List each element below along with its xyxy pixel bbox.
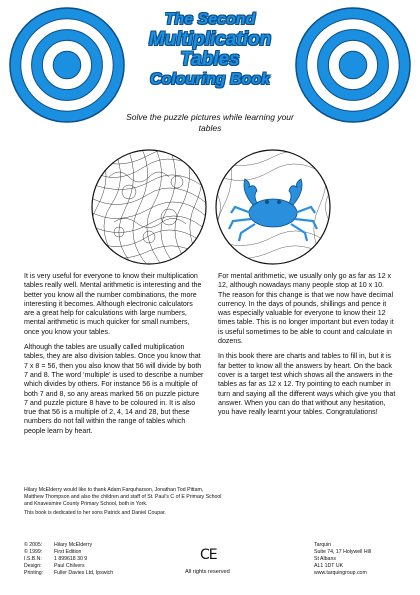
title-line-2: Multiplication <box>148 29 272 50</box>
title-line-3: Tables <box>180 49 240 70</box>
paragraph: For mental arithmetic, we usually only go as far as 12 x 12, although nowadays many people stop at 10 x 10. The reason for this change is that we now have decimal currency. In the days of pounds, shillings and pence it was especially valuable for everyone to know their 12 times table. This is no longer important but even today it is useful sometimes to be able to count and calculate in dozens. <box>218 272 394 346</box>
title-line-1: The Second <box>164 11 256 28</box>
ce-mark-icon: CE <box>200 547 217 563</box>
rights-notice: All rights reserved <box>185 569 230 575</box>
puzzle-picture-uncoloured <box>89 147 209 267</box>
publisher-address <box>314 542 414 577</box>
credit-row: Printing: Fuller Davies Ltd, Ipswich <box>24 570 114 576</box>
paragraph: It is very useful for everyone to know their multiplication tables really well. Mental arithmetic is interesting and the better you know all the number combinations, the more interesting it becomes. Although electronic calculators are a great help for calculations with large numbers, mental arithmetic is much quicker for small numbers, once you know your tables. <box>24 272 202 336</box>
title-line-4: Colouring Book <box>150 71 270 88</box>
credit-row: © 1999: First Edition <box>24 549 82 555</box>
book-title <box>120 10 300 90</box>
credit-row: Design: Paul Chilvers <box>24 563 85 569</box>
acknowledgements <box>24 487 224 520</box>
subtitle: Solve the puzzle pictures while learning your tables <box>126 112 294 133</box>
paragraph: Although the tables are usually called multiplication tables, they are also division tables. Once you know that 7 x 8 = 56, then you also know that 56 will divide by both 7 and 8. The word ‘multiple’ is used to describe a number which divides by others. For instance 56 is a multiple of both 7 and 8, so any areas marked 56 on puzzle picture 7 and puzzle picture 8 have to be coloured in. It is also true that 56 is a multiple of 2, 4, 14 and 28, but these numbers do not fall within the range of tables which people learn by heart. <box>24 343 204 435</box>
acknowledgement-text: Hilary McElderry would like to thank Adam Farquharson, Jonathan Tod Pittam, Matthew Thompson and also the children and staff of St. Paul's C of E Primary School and Knavesmire County Primary School, both in York. <box>24 487 222 507</box>
puzzle-picture-crab <box>213 147 333 267</box>
credit-row: I.S.B.N: 1 899618 30 9 <box>24 556 88 562</box>
dedication-text: This book is dedicated to her sons Patrick and Daniel Coupar. <box>24 510 166 517</box>
publisher-line: AL1 1DT UK <box>314 563 344 569</box>
publisher-line: Suite 74, 17 Holywell Hill <box>314 549 372 555</box>
publisher-line: Tarquin <box>314 542 332 548</box>
credits-list <box>24 542 154 577</box>
body-text-right-column <box>218 272 398 423</box>
target-decoration-right <box>294 6 412 124</box>
publisher-website-link[interactable]: www.tarquingroup.com <box>314 570 367 576</box>
target-decoration-left <box>8 6 126 124</box>
credit-row: © 2005: Hilary McElderry <box>24 542 93 548</box>
paragraph: In this book there are charts and tables to fill in, but it is far better to know all the answers by heart. On the back cover is a target test which shows all the answers in the tables as far as 12 x 12. Try pointing to each number in turn and saying all the different ways which give you that answer. When you can do that without any hesitation, you have really learnt your tables. Congratulations! <box>218 352 396 417</box>
body-text-left-column <box>24 272 204 442</box>
publisher-line: St Albans <box>314 556 336 562</box>
